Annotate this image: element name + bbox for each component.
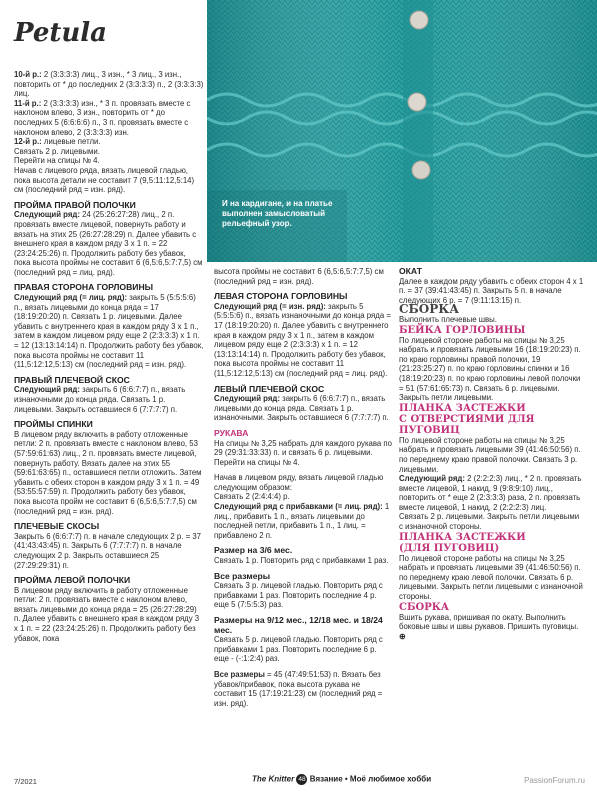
heading-all-sizes: Все размеры: [214, 570, 271, 581]
photo-caption: И на кардигане, и на платье выполнен замысловатый рельефный узор.: [222, 199, 333, 228]
heading-left-neck: ЛЕВАЯ СТОРОНА ГОРЛОВИНЫ: [214, 291, 348, 302]
heading-sizes-9-24: Размеры на 9/12 мес., 12/18 мес. и 18/24 мес.: [214, 615, 383, 635]
text-sizes-9-24: Связать 5 р. лицевой гладью. Повторить ряд с прибавками 1 раз. Повторить последние 6 р. еще - (-:1:2:4) раз.: [214, 635, 383, 664]
text-left-front: В лицевом ряду включить в работу отложенные петли: 2 п. провязать вместе с наклоном влево, вязать лицевыми до конца ряда = 25 (26:27:28:29) п. Далее убавить с внешнего края в каждом ряду 3 х 1 п. = 22 (23:24:25:26) п. Продолжить работу без убавок, пока: [14, 585, 200, 643]
intro-line: Перейти на спицы № 4.: [14, 156, 100, 166]
text-band-holes-3: Связать 2 р. лицевыми. Закрыть петли лицевыми с изнаночной стороны.: [399, 512, 580, 532]
text-okat: Далее в каждом ряду убавить с обеих сторон 4 х 1 п. = 37 (39:41:43:45) п. Закрыть 5 п. в начале следующих 6 р. = 7 (9:11:13:15) п.: [399, 276, 584, 305]
end-mark-icon: ⊕: [399, 631, 406, 641]
magazine-name: The Knitter: [252, 774, 295, 784]
text-right-neck: Следующий ряд (= лиц. ряд): закрыть 5 (5:5:5:6) п., вязать лицевыми до конца ряда = 17 (18:19:20:20) п. Связать 1 р. лицевыми. Далее убавить с внутреннего края в каждом ряду 3 х 1 п., затем в каждом лицевом ряду еще 2 (2:3:3:3) х 1 п. = 12 (13:13:14:14) п. Продолжить работу без убавок, пока высота проймы не составит 11 (11,5:12:12,5:13) см (последний ряд = изн. ряд).: [14, 293, 204, 370]
button-3-icon: [412, 161, 430, 179]
heading-assembly-2: СБОРКА: [399, 601, 449, 613]
heading-neck-band: БЕЙКА ГОРЛОВИНЫ: [399, 324, 526, 336]
intro-line: Связать 2 р. лицевыми.: [14, 146, 100, 156]
intro-row-12: 12-й р.: лицевые петли.: [14, 137, 101, 147]
text-assembly: Выполнить плечевые швы.: [399, 314, 497, 324]
text-back: В лицевом ряду включить в работу отложенные петли: 2 п. провязать вместе с наклоном влево, 53 (57:59:61:63) лиц., 2 п. провязать вместе лицевой, повернуть работу. Вязать далее на этих 55 (59:61:63:65) п., оставшиеся петли отложить. Затем убавить с обеих сторон в каждом ряду 3 х 1 п. = 49 (53:55:57:59) п. Продолжить работу без убавок, пока высота пройм не составит 6 (6,5:6,5:7:7,5) см (последний ряд = изн. ряд).: [14, 429, 202, 516]
heading-band-holes: ПЛАНКА ЗАСТЕЖКИ С ОТВЕРСТИЯМИ ДЛЯ ПУГОВИЦ: [399, 402, 535, 436]
text-sleeves-1: На спицы № 3,25 набрать для каждого рукава по 29 (29:31:33:33) п. и связать 6 р. лицевыми. Перейти на спицы № 4.: [214, 438, 392, 467]
text-left-shoulder: Следующий ряд: закрыть 6 (6:6:7:7) п., вязать лицевыми до конца ряда. Связать 1 р. изнаночными. Закрыть оставшиеся 6 (7:7:7:7) п.: [214, 394, 389, 423]
footer-brand: [252, 774, 431, 785]
text-right-shoulder: Следующий ряд: закрыть 6 (6:6:7:7) п., вязать изнаночными до конца ряда. Связать 1 р. лицевыми. Закрыть оставшиеся 6 (7:7:7:7) п.: [14, 385, 186, 414]
text-shoulders: Закрыть 6 (6:6:7:7) п. в начале следующих 2 р. = 37 (41:43:43:45) п. Закрыть 6 (7:7:7:7) п. в начале следующих 2 р. Закрыть оставшиеся 25 (27:29:29:31) п.: [14, 531, 201, 570]
text-size-3-6: Связать 1 р. Повторить ряд с прибавками 1 раз.: [214, 556, 389, 566]
heading-sleeves: РУКАВА: [214, 427, 249, 438]
magazine-tagline: Вязание • Моё любимое хобби: [309, 774, 432, 784]
heading-right-neck: ПРАВАЯ СТОРОНА ГОРЛОВИНЫ: [14, 282, 154, 293]
text-sleeves-4: Следующий ряд с прибавками (= лиц. ряд): 1 лиц., прибавить 1 п., вязать лицевыми до последней петли, прибавить 1 п., 1 лиц. = прибавлено 2 п.: [214, 502, 390, 540]
issue-date: 7/2021: [14, 777, 37, 786]
heading-shoulders: ПЛЕЧЕВЫЕ СКОСЫ: [14, 521, 100, 532]
heading-left-shoulder: ЛЕВЫЙ ПЛЕЧЕВОЙ СКОС: [214, 383, 325, 394]
text-sleeves-2: Начав в лицевом ряду, вязать лицевой гладью следующим образом:: [214, 473, 384, 492]
heading-band-buttons: ПЛАНКА ЗАСТЕЖКИ (ДЛЯ ПУГОВИЦ): [399, 531, 526, 554]
page-number: 48: [298, 776, 306, 783]
column-2: [214, 267, 392, 708]
text-band-buttons: По лицевой стороне работы на спицы № 3,25 набрать и провязать лицевыми 39 (41:46:50:56) п. по переднему краю левой полочки. Связать 6 р. лицевыми. Закрыть петли лицевыми с изнаночной стороны.: [399, 553, 583, 602]
column-3: [399, 267, 584, 641]
text-all-sizes: Связать 3 р. лицевой гладью. Повторить ряд с прибавками 1 раз. Повторить последние 4 р. еще 5 (7:5:5:3) раз.: [214, 581, 383, 610]
intro-line: Начав с лицевого ряда, вязать лицевой гладью, пока высота детали не составит 7 (9,5:11:12,5:14) см (последний ряд = изн. ряд).: [14, 165, 195, 195]
heading-right-front: ПРОЙМА ПРАВОЙ ПОЛОЧКИ: [14, 199, 136, 210]
text-continuation: высота проймы не составит 6 (6,5:6,5:7:7,5) см (последний ряд = изн. ряд).: [214, 267, 384, 286]
page-title: Petula: [14, 18, 108, 48]
intro-row-10: 10-й р.: 2 (3:3:3:3) лиц., 3 изн., * 3 лиц., 3 изн., повторить от * до последних 2 (3:3:3:3) п., 2 (3:3:3:3) лиц.: [14, 70, 204, 99]
heading-back: ПРОЙМЫ СПИНКИ: [14, 419, 93, 430]
button-2-icon: [408, 93, 426, 111]
column-1: [14, 70, 204, 643]
text-left-neck: Следующий ряд (= изн. ряд): закрыть 5 (5:5:5:6) п., вязать изнаночными до конца ряда = 17 (18:19:20:20) п. Далее убавить с внутреннего края в каждом ряду 3 х 1 п., затем в каждом лицевом ряду еще 2 (2:3:3:3) х 1 п. = 12 (13:13:14:14) п. Продолжить работу без убавок, пока высота проймы не составит 11 (11,5:12:12,5:13) см (последний ряд = лиц. ряд).: [214, 301, 391, 378]
heading-left-front: ПРОЙМА ЛЕВОЙ ПОЛОЧКИ: [14, 575, 131, 586]
heading-right-shoulder: ПРАВЫЙ ПЛЕЧЕВОЙ СКОС: [14, 374, 130, 385]
text-assembly-2: Вшить рукава, пришивая по окату. Выполнить боковые швы и швы рукавов. Пришить пуговицы. ⊕: [399, 612, 579, 641]
watermark: PassionForum.ru: [524, 776, 585, 785]
text-right-front: Следующий ряд: 24 (25:26:27:28) лиц., 2 п. провязать вместе лицевой, повернуть работу и вязать на этих 25 (26:27:28:29) п. Далее убавить с внешнего края в каждом ряду 3 х 1 п. = 22 (23:24:25:26) п. Продолжить работу без убавок, пока высота проймы не составит 6 (6,5:6,5:7:7,5) см (последний ряд = лиц. ряд).: [14, 210, 203, 277]
intro-row-11: 11-й р.: 2 (3:3:3:3) изн., * 3 п. провязать вместе с наклоном влево, 3 изн., повторить от * до последних 5 (6:6:6:6) п., 3 п. провязать вместе с наклоном влево, 2 (3:3:3:3) изн.: [14, 98, 191, 137]
heading-okat: ОКАТ: [399, 266, 422, 276]
heading-size-3-6: Размер на 3/6 мес.: [214, 545, 293, 556]
text-band-holes-1: По лицевой стороне работы на спицы № 3,25 набрать и провязать лицевыми 39 (41:46:50:56) п. по переднему краю правой полочки. Связать 3 р. лицевыми.: [399, 435, 581, 474]
text-neck-band: По лицевой стороне работы на спицы № 3,25 набрать и провязать лицевыми 16 (18:19:20:23) п. по краю горловины правой полочки, 19 (21:23:25:27) п. по краю горловины спинки и 16 (18:19:20:23) п. по краю горловины левой полочки = 51 (57:61:65:73) п. Связать 6 р. лицевыми. Закрыть петли лицевыми.: [399, 335, 581, 403]
button-1-icon: [410, 11, 428, 29]
text-sleeves-3: Связать 2 (2:4:4:4) р.: [214, 492, 290, 502]
text-all-sizes-2: Все размеры = 45 (47:49:51:53) п. Вязать без убавок/прибавок, пока высота рукава не составит 15 (17:19:21:23) см (последний ряд = изн. ряд).: [214, 669, 383, 708]
heading-assembly: СБОРКА: [399, 302, 459, 317]
text-band-holes-2: Следующий ряд: 2 (2:2:2:3) лиц., * 2 п. провязать вместе лицевой, 1 накид, 9 (9:8:9:10) лиц., повторить от * еще 2 (2:3:3:3) раза, 2 п. провязать вместе лицевой, 1 накид, 2 (2:2:2:3) лиц.: [399, 474, 582, 512]
